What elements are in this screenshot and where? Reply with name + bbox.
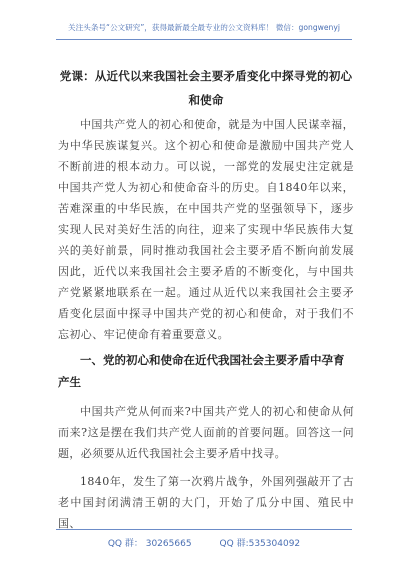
footer-divider — [56, 529, 352, 530]
footer — [0, 536, 408, 549]
section-paragraph: 1840年，发生了第一次鸦片战争，外国列强敲开了古老中国封闭满清王朝的大门，开始了瓜分中国、殖民中国、 — [58, 475, 354, 530]
header-divider — [56, 39, 352, 40]
header-banner: 关注头条号“公文研究”，获得最新最全最专业的公文资料库！ 微信：gongwenyj — [68, 23, 340, 32]
section-paragraph: 中国共产党从何而来?中国共产党人的初心和使命从何而来?这是摆在我们共产党人面前的首要问题。回答这一问题，必须要从近代我国社会主要矛盾中找寻。 — [58, 405, 354, 460]
intro-paragraph: 中国共产党人的初心和使命，就是为中国人民谋幸福，为中华民族谋复兴。这个初心和使命是激励中国共产党人不断前进的根本动力。可以说，一部党的发展史注定就是中国共产党人为初心和使命奋斗的历史。自1840年以来，苦难深重的中华民族，在中国共产党的坚强领导下，逐步实现人民对美好生活的向往，迎来了实现中华民族伟大复兴的美好前景，同时推动我国社会主要矛盾不断向前发展因此，近代以来我国社会主要矛盾的不断变化，与中国共产党紧紧地联系在一起。通过从近代以来我国社会主要矛盾变化层面中探寻中国共产党的初心和使命，对于我们不忘初心、牢记使命有着重要意义。 — [58, 118, 354, 341]
footer-qq-group-2: QQ 群:535304092 — [219, 539, 301, 549]
document-title: 党课：从近代以来我国社会主要矛盾变化中探寻党的初心和使命 — [59, 69, 353, 107]
footer-qq-group-1: QQ 群： 30265665 — [107, 539, 192, 549]
section-heading: 一、党的初心和使命在近代我国社会主要矛盾中孕育产生 — [58, 353, 345, 389]
